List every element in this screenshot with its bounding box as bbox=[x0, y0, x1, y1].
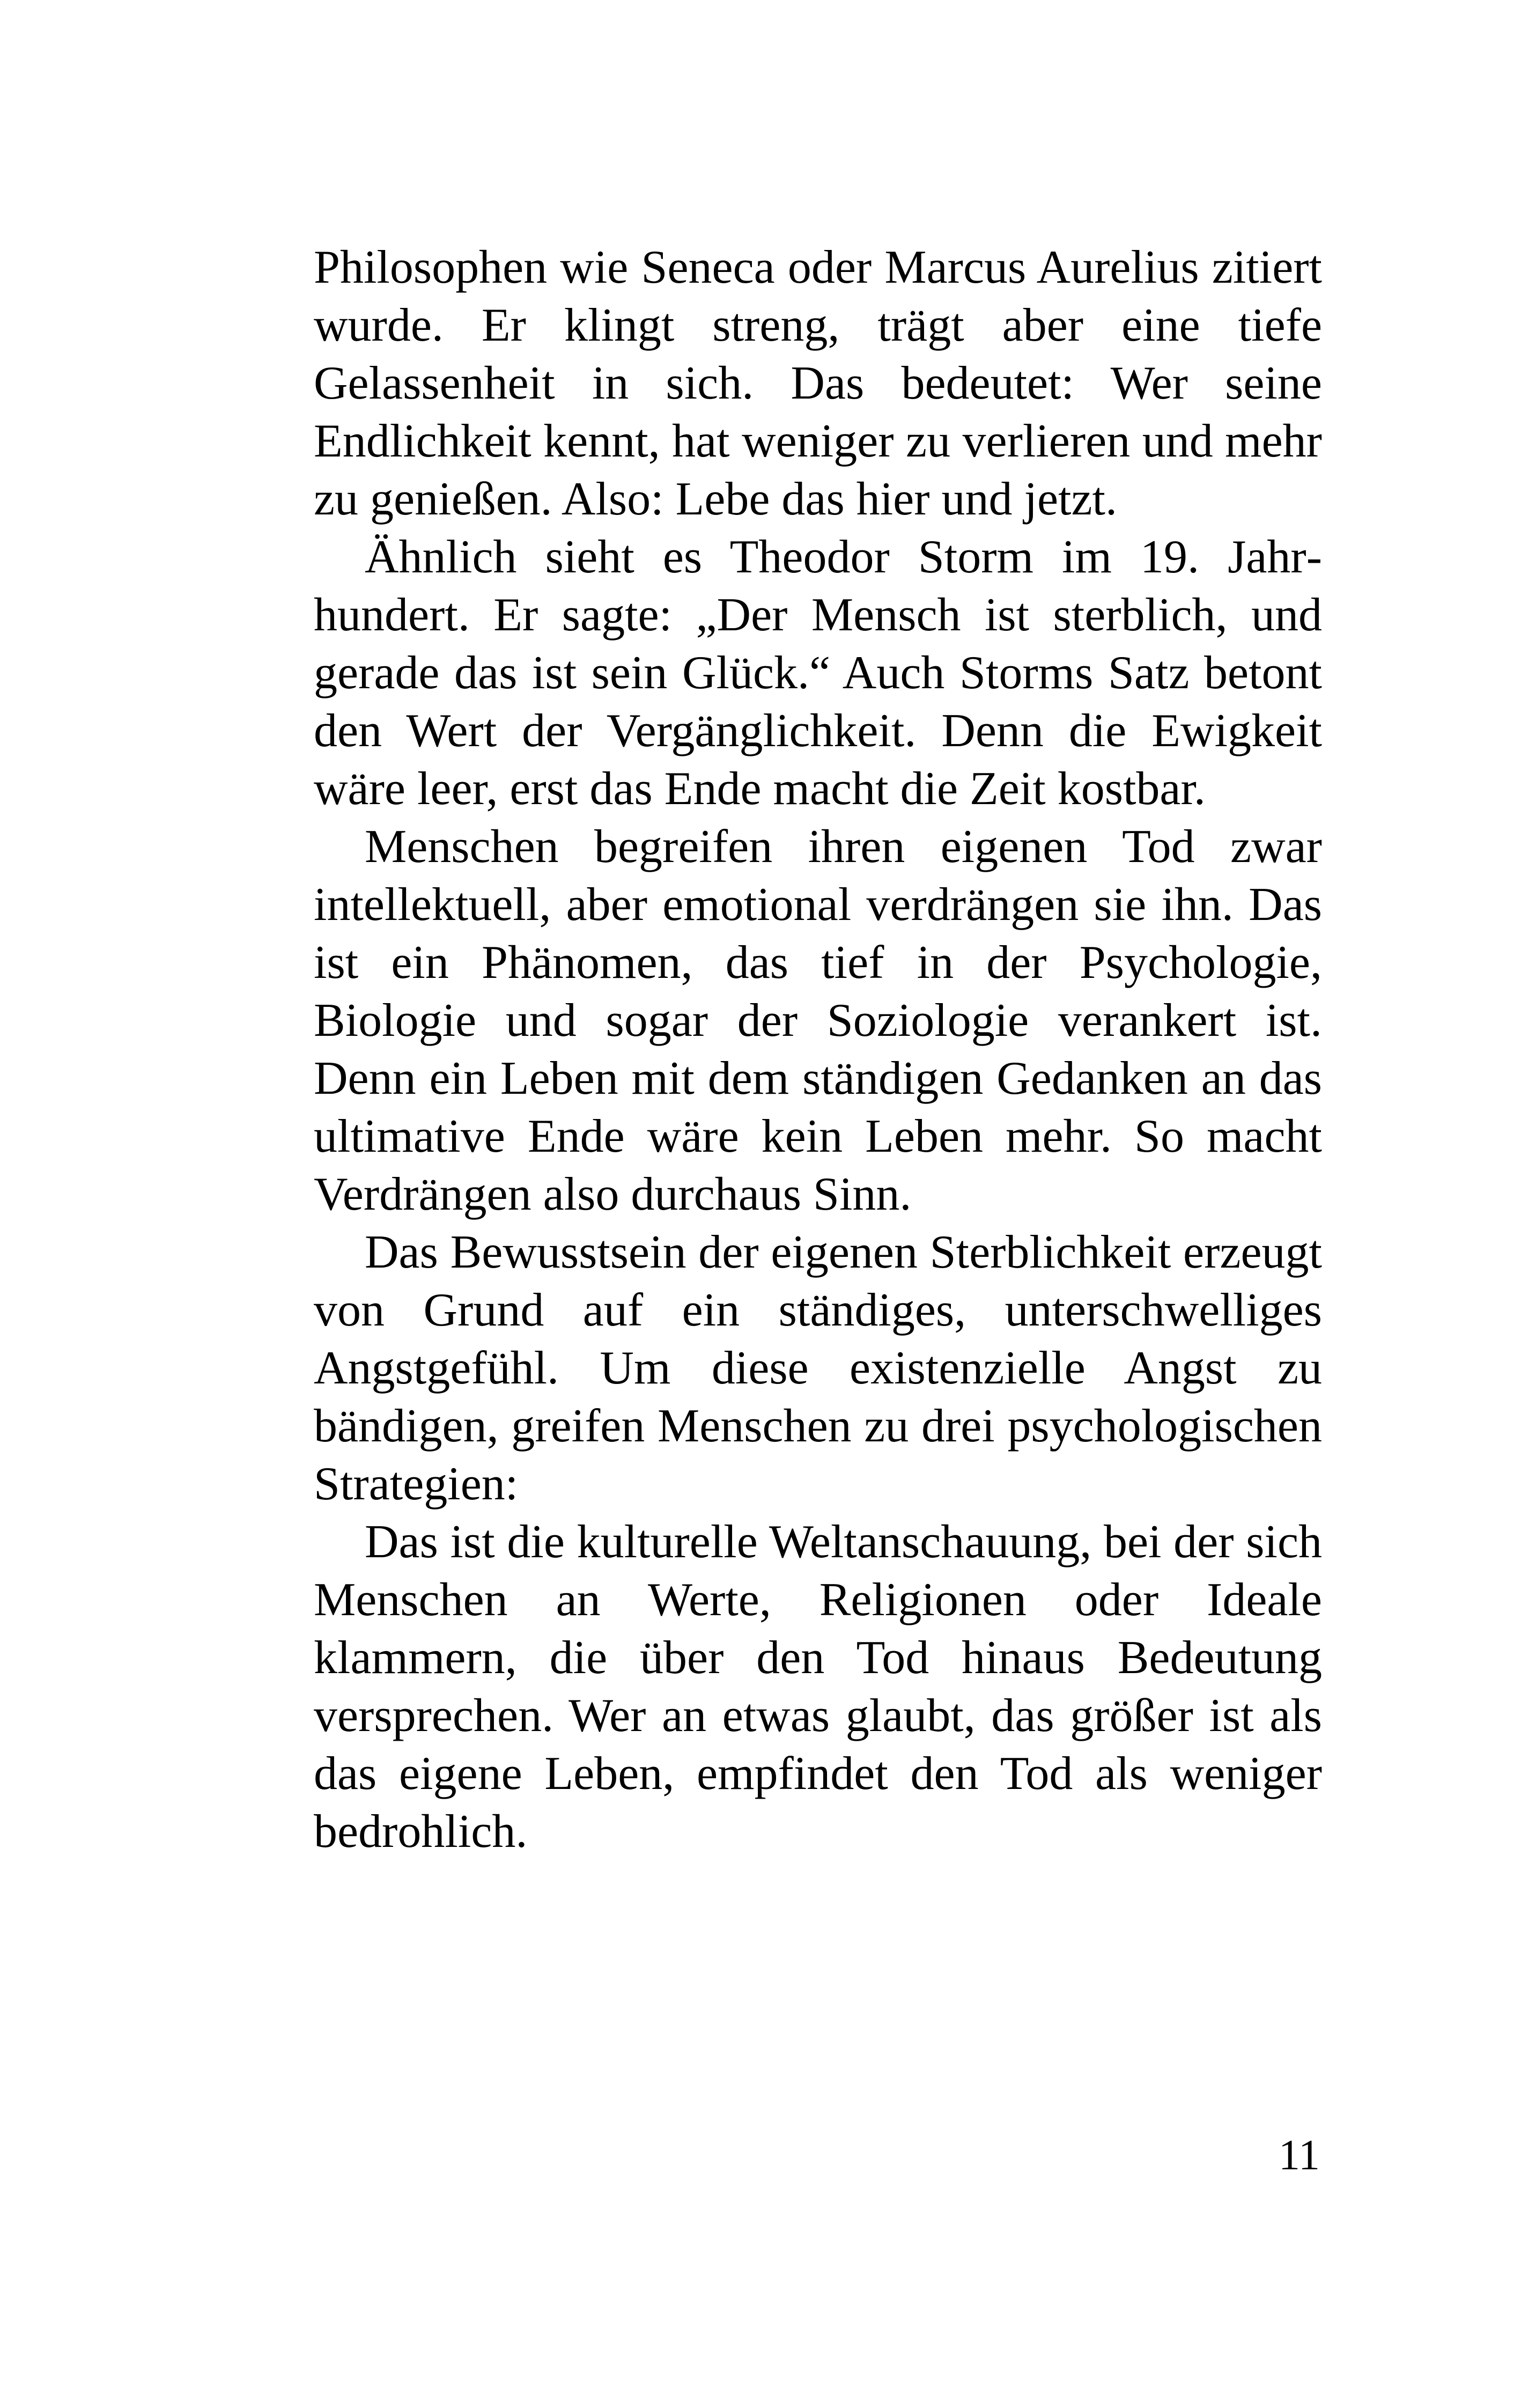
paragraph-5: Das ist die kulturelle Weltanschauung, bei der sich Menschen an Werte, Religionen oder Ideale klammern, die über den Tod hinaus Bedeutung versprechen. Wer an etwas glaubt, das größer ist als das eigene Leben, empfindet den Tod als weniger bedrohlich. bbox=[314, 1516, 1322, 1858]
paragraph-4: Das Bewusstsein der eigenen Sterblichkeit erzeugt von Grund auf ein ständiges, unterschwelliges Angstgefühl. Um diese existenzielle Angst zu bändigen, greifen Menschen zu drei psychologischen Strategien: bbox=[314, 1226, 1322, 1510]
body-text bbox=[314, 239, 1322, 1861]
paragraph-3: Menschen begreifen ihren eigenen Tod zwar intellektuell, aber emotional verdrängen sie ihn. Das ist ein Phänomen, das tief in der Psychologie, Biologie und sogar der Soziologie verankert ist. Denn ein Leben mit dem ständigen Gedanken an das ultimative Ende wäre kein Leben mehr. So macht Verdrängen also durchaus Sinn. bbox=[314, 821, 1322, 1220]
paragraph-1: Philosophen wie Seneca oder Marcus Aurelius zitiert wurde. Er klingt streng, trägt aber eine tiefe Gelassenheit in sich. Das bedeutet: Wer seine Endlichkeit kennt, hat weniger zu verlieren und mehr zu genießen. Also: Lebe das hier und jetzt. bbox=[314, 241, 1322, 525]
page-number: 11 bbox=[1278, 2132, 1320, 2179]
paragraph-2: Ähnlich sieht es Theodor Storm im 19. Jahrhundert. Er sagte: „Der Mensch ist sterblich, und gerade das ist sein Glück.“ Auch Storms Satz betont den Wert der Vergänglichkeit. Denn die Ewigkeit wäre leer, erst das Ende macht die Zeit kostbar. bbox=[314, 531, 1322, 815]
